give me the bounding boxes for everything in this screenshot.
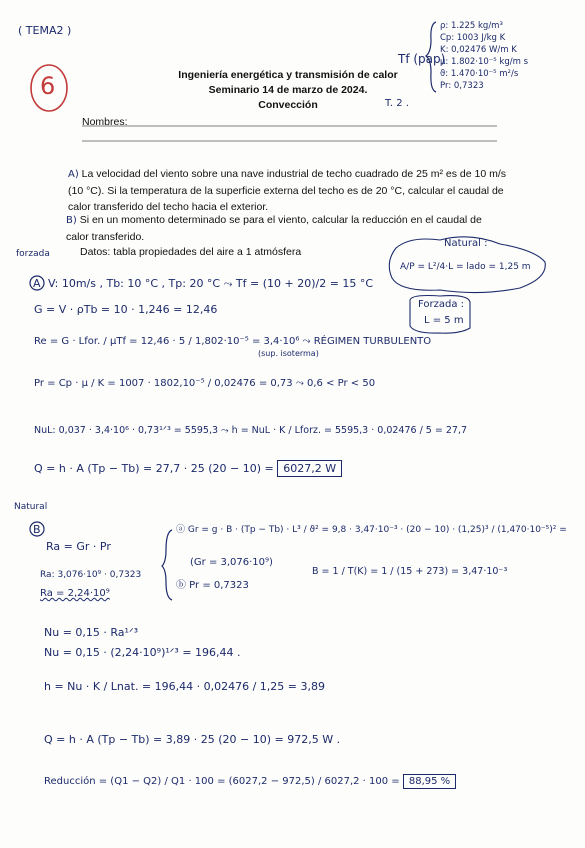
part-a-statement	[68, 166, 508, 215]
a-reynolds: Re = G · Lfor. / μTf = 12,46 · 5 / 1,802·10⁻⁵ = 3,4·10⁶ ⤳ RÉGIMEN TURBULENTO	[34, 336, 432, 347]
topic-tag: ( TEMA2 )	[18, 24, 72, 37]
topic-ref: T. 2 .	[385, 98, 409, 109]
b-heat-rate: Q = h · A (Tp − Tb) = 3,89 · 25 (20 − 10) = 972,5 W .	[44, 733, 341, 746]
b-rayleigh-result: Ra = 2,24·10⁹	[40, 588, 110, 599]
a-givens: V: 10m/s , Tb: 10 °C , Tp: 20 °C ⤳ Tf = (10 + 20)/2 = 15 °C	[48, 277, 374, 290]
b-h-coefficient: h = Nu · K / Lnat. = 196,44 · 0,02476 / 1,25 = 3,89	[44, 680, 326, 693]
exercise-number: 6	[40, 72, 56, 100]
prop-mu: μ: 1.802·10⁻⁵ kg/m s	[440, 57, 529, 67]
part-b-statement	[66, 212, 506, 245]
natural-label: Natural	[14, 502, 48, 512]
forced-label: forzada	[16, 249, 50, 259]
a-nusselt-h: NuL: 0,037 · 3,4·10⁶ · 0,73¹ᐟ³ = 5595,3 ⤳ h = NuL · K / Lforz. = 5595,3 · 0,02476 / 5 = 27,7	[34, 425, 468, 436]
part-b-letter: B)	[66, 215, 77, 226]
a-prandtl: Pr = Cp · μ / K = 1007 · 1802,10⁻⁵ / 0,02476 = 0,73 ⤳ 0,6 < Pr < 50	[34, 378, 376, 389]
a-heat-rate	[34, 462, 342, 475]
part-a-circle: A	[33, 277, 41, 290]
part-a-letter: A)	[68, 169, 79, 180]
a-heat-rate-result: 6027,2 W	[277, 460, 342, 477]
part-b-text: Si en un momento determinado se para el viento, calcular la reducción en el caudal de calor transferido.	[66, 214, 482, 243]
prop-nu: ϑ: 1.470·10⁻⁵ m²/s	[440, 69, 519, 79]
b-reduction-result: 88,95 %	[403, 774, 456, 789]
b-grashof: ⓐ Gr = g · B · (Tp − Tb) · L³ / ϑ² = 9,8 · 3,47·10⁻³ · (20 − 10) · (1,25)³ / (1,470·10⁻⁵)² =	[176, 525, 567, 535]
b-rayleigh-calc: Ra: 3,076·10⁹ · 0,7323	[40, 570, 142, 580]
title-line-2: Seminario 14 de marzo de 2024. Convección	[208, 84, 368, 111]
page-title	[178, 68, 398, 113]
title-line-1: Ingeniería energética y transmisión de calor	[178, 69, 398, 81]
forced-cloud-title: Forzada :	[418, 299, 465, 310]
a-heat-rate-expr: Q = h · A (Tp − Tb) = 27,7 · 25 (20 − 10) =	[34, 462, 274, 475]
names-label: Nombres:	[82, 116, 128, 128]
prop-pr: Pr: 0,7323	[440, 81, 484, 91]
air-properties-list	[440, 20, 528, 92]
prop-k: K: 0,02476 W/m K	[440, 45, 517, 55]
b-reduction	[44, 776, 456, 787]
b-beta: B = 1 / T(K) = 1 / (15 + 273) = 3,47·10⁻³	[312, 566, 508, 577]
a-mass-flux: G = V · ρTb = 10 · 1,246 = 12,46	[34, 303, 218, 316]
part-a-text: La velocidad del viento sobre una nave industrial de techo cuadrado de 25 m² es de 10 m/s (10 °C). Si la temperatura de la superficie externa del techo es de 20 °C, calcular el caudal de calor transferido del techo hacia el exterior.	[68, 168, 507, 213]
prop-density: ρ: 1.225 kg/m³	[440, 21, 503, 31]
b-grashof-value: (Gr = 3,076·10⁹)	[190, 557, 273, 568]
natural-cloud-expr: A/P = L²/4·L = lado = 1,25 m	[400, 262, 531, 272]
natural-cloud-title: Natural :	[444, 238, 488, 249]
data-note: Datos: tabla propiedades del aire a 1 atmósfera	[80, 246, 302, 258]
b-reduction-expr: Reducción = (Q1 − Q2) / Q1 · 100 = (6027,2 − 972,5) / 6027,2 · 100 =	[44, 776, 400, 787]
part-b-circle: B	[33, 523, 41, 536]
prop-cp: Cp: 1003 J/kg K	[440, 33, 506, 43]
forced-cloud-expr: L = 5 m	[424, 315, 464, 326]
props-label: Tf (pap)	[398, 52, 446, 66]
a-reynolds-note: (sup. isoterma)	[258, 349, 319, 358]
b-nusselt-def: Nu = 0,15 · Ra¹ᐟ³	[44, 626, 139, 639]
b-nusselt-calc: Nu = 0,15 · (2,24·10⁹)¹ᐟ³ = 196,44 .	[44, 646, 241, 659]
b-prandtl-value: ⓑ Pr = 0,7323	[176, 580, 249, 591]
b-rayleigh-def: Ra = Gr · Pr	[46, 540, 111, 553]
